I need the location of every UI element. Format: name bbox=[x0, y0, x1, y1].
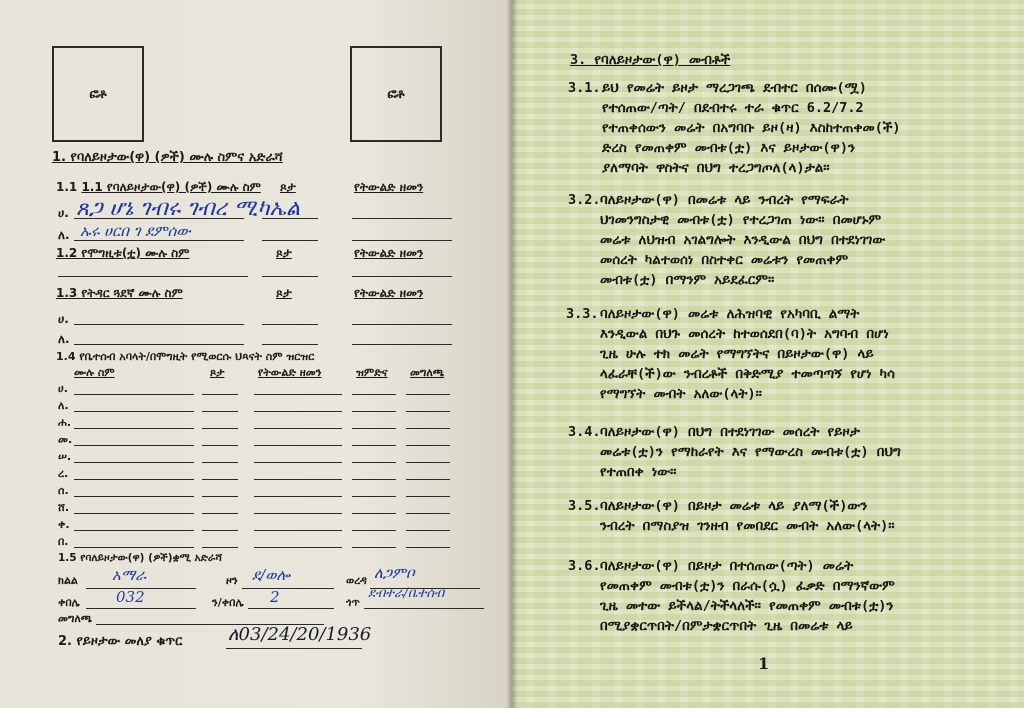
family-field-line bbox=[352, 394, 396, 395]
section-number: 1.1 bbox=[56, 180, 82, 194]
family-field-line bbox=[202, 513, 238, 514]
family-field-line bbox=[254, 445, 342, 446]
family-field-line bbox=[202, 547, 238, 548]
address-woreda-label: ወረዳ bbox=[346, 574, 367, 587]
col-sex: ጾታ bbox=[276, 286, 292, 300]
section-1-2-label: 1.2 የሞግዚቱ(ቷ) ሙሉ ስም bbox=[56, 246, 190, 260]
section-2-title: 2. የይዞታው መለያ ቁጥር bbox=[58, 634, 183, 649]
family-row-label: መ. bbox=[58, 433, 73, 446]
family-row-label: በ. bbox=[58, 535, 69, 548]
row-label: ሀ. bbox=[58, 206, 69, 220]
family-field-line bbox=[74, 394, 194, 395]
section-3-1-text: ይህ የመሬት ይዞታ ማረጋገጫ ደብተር በሰሙ(ሟ) የተሰጠው/ጣት/ በደብተሩ ተራ ቁጥር 6.2/7.2 የተጠቀሰውን መሬት በአግባቡ ይዞ(ዛ) እስከተጠቀመ(ች) ድረስ የመጠቀም መብቱ(ቷ) እና ይዞታው(ዋ)ን ያለማባት ዋስትና በህግ ተረጋግጦለ(ላ)ታል። bbox=[602, 80, 901, 176]
field-line bbox=[74, 324, 244, 325]
family-row-label: ቀ. bbox=[58, 518, 70, 531]
section-3-2-text: ባለይዞታው(ዋ) በመሬቱ ላይ ንብረት የማፍራት ህገመንግስታዊ መብቱ(ቷ) የተረጋገጠ ነው። በመሆኑም መሬቱ ለህዝብ አገልግሎት እንዲውል በህግ በተደነገገው መሰረት ካልተወሰነ በስተቀር መሬቱን የመጠቀም መብቱ(ቷ) በማንም አይደፈርም። bbox=[600, 192, 886, 288]
field-line bbox=[74, 240, 244, 241]
photo-label: ፎቶ bbox=[387, 86, 405, 102]
family-field-line bbox=[254, 462, 342, 463]
family-field-line bbox=[74, 411, 194, 412]
row-label: ለ. bbox=[58, 332, 70, 346]
col-sex: ጾታ bbox=[280, 180, 296, 194]
section-1-1-label: 1.1 የባለይዞታው(ዋ) (ዎች) ሙሉ ስም bbox=[81, 180, 261, 194]
family-field-line bbox=[254, 394, 342, 395]
handwritten-holder-name-2: ኡሩ ሀርበ ገ ደምሰው bbox=[80, 222, 191, 240]
col-birth-year: የትውልድ ዘመን bbox=[354, 180, 424, 194]
section-3-4-number: 3.4. bbox=[568, 424, 601, 440]
family-field-line bbox=[254, 513, 342, 514]
section-3-6-number: 3.6. bbox=[568, 558, 601, 574]
section-3-5-number: 3.5. bbox=[568, 498, 601, 514]
address-village-label: ጎጥ bbox=[346, 596, 360, 609]
family-field-line bbox=[74, 479, 194, 480]
col-birth-year: የትውልድ ዘመን bbox=[258, 366, 322, 379]
family-field-line bbox=[202, 428, 238, 429]
family-field-line bbox=[202, 411, 238, 412]
family-field-line bbox=[406, 547, 450, 548]
family-field-line bbox=[352, 445, 396, 446]
section-3-6-text: ባለይዞታው(ዋ) በይዞታ በተሰጠው(ጣት) መሬት የመጠቀም መብቱ(ቷ)ን በራሱ(ሷ) ፈቃድ በማንኛውም ጊዜ መተው ይችላል/ትችላለች። የመጠቀም መብቱ(ቷ)ን በሚያቋርጥበት/በምታቋርጥበት ጊዜ በመሬቱ ላይ bbox=[600, 558, 895, 634]
field-line bbox=[364, 608, 484, 609]
handwritten-kebele: 032 bbox=[116, 588, 145, 606]
col-birth-year: የትውልድ ዘመን bbox=[354, 246, 424, 260]
handwritten-sub-kebele: 2 bbox=[270, 588, 280, 606]
family-field-line bbox=[74, 496, 194, 497]
section-1-title: 1. የባለይዞታው(ዋ) (ዎች) ሙሉ ስምና አድራሻ bbox=[52, 150, 283, 165]
field-line bbox=[58, 276, 248, 277]
field-line bbox=[262, 276, 318, 277]
family-field-line bbox=[202, 530, 238, 531]
section-1-2-title bbox=[56, 246, 189, 261]
family-field-line bbox=[74, 445, 194, 446]
family-field-line bbox=[406, 394, 450, 395]
family-row-label: ሸ. bbox=[58, 501, 70, 514]
section-1-3-title bbox=[56, 286, 183, 301]
family-field-line bbox=[74, 428, 194, 429]
row-label: ሀ. bbox=[58, 312, 69, 326]
col-relation: ዝምድና bbox=[356, 366, 388, 379]
family-field-line bbox=[352, 462, 396, 463]
family-field-line bbox=[352, 411, 396, 412]
section-1-3-label: 1.3 የትዳር ጓደኛ ሙሉ ስም bbox=[56, 286, 183, 300]
family-field-line bbox=[74, 462, 194, 463]
field-line bbox=[352, 276, 452, 277]
handwritten-parcel-number: ለ03/24/20/1936 bbox=[228, 624, 372, 645]
col-full-name: ሙሉ ስም bbox=[74, 366, 115, 379]
family-field-line bbox=[352, 428, 396, 429]
row-label: ለ. bbox=[58, 228, 70, 242]
family-field-line bbox=[352, 547, 396, 548]
field-line bbox=[352, 240, 452, 241]
section-3-3-text: ባለይዞታው(ዋ) መሬቱ ለሕዝባዊ የአካባቢ ልማት እንዲውል በህጉ መሰረት ከተወሰደበ(ባ)ት አግባብ በሆነ ጊዜ ሁሉ ተክ መሬት የማግኘትና በይዞታው(ዋ) ላይ ላፈራቸ(ች)ው ንብረቶች በቅድሚያ ተመጣጣኝ የሆነ ካሳ የማግኘት መብት አለው(ላት)። bbox=[600, 306, 895, 402]
family-row-label: ለ. bbox=[58, 399, 69, 412]
family-row-label: ሰ. bbox=[58, 484, 69, 497]
section-3-1-number: 3.1. bbox=[568, 80, 601, 96]
family-field-line bbox=[406, 530, 450, 531]
field-line bbox=[226, 648, 362, 649]
address-region-label: ክልል bbox=[58, 574, 78, 587]
page-number: 1 bbox=[758, 654, 770, 673]
family-field-line bbox=[406, 411, 450, 412]
field-line bbox=[352, 324, 452, 325]
right-page bbox=[512, 0, 1024, 708]
field-line bbox=[74, 344, 244, 345]
handwritten-woreda: ለጋምቦ bbox=[374, 564, 415, 582]
family-field-line bbox=[202, 462, 238, 463]
section-1-1-title bbox=[56, 180, 261, 195]
field-line bbox=[86, 608, 196, 609]
field-line bbox=[352, 344, 452, 345]
family-field-line bbox=[406, 496, 450, 497]
family-row-label: ሠ. bbox=[58, 450, 72, 463]
family-field-line bbox=[254, 530, 342, 531]
col-sex: ጾታ bbox=[276, 246, 292, 260]
field-line bbox=[262, 344, 318, 345]
family-field-line bbox=[254, 496, 342, 497]
field-line bbox=[352, 218, 452, 219]
family-field-line bbox=[202, 479, 238, 480]
family-field-line bbox=[254, 479, 342, 480]
family-field-line bbox=[352, 496, 396, 497]
address-zone-label: ዞን bbox=[226, 574, 238, 587]
family-row-label: ሐ. bbox=[58, 416, 72, 429]
book-spine bbox=[506, 0, 518, 708]
address-remark-label: መግለጫ bbox=[58, 612, 93, 625]
handwritten-zone: ደ/ወሎ bbox=[252, 566, 290, 584]
col-remark: መግለጫ bbox=[410, 366, 445, 379]
field-line bbox=[262, 240, 318, 241]
family-row-label: ረ. bbox=[58, 467, 69, 480]
field-line bbox=[248, 608, 334, 609]
photo-box-1 bbox=[52, 46, 144, 142]
family-field-line bbox=[202, 445, 238, 446]
family-field-line bbox=[352, 530, 396, 531]
family-field-line bbox=[254, 411, 342, 412]
handwritten-village: ደብተራ/ቤተሰብ bbox=[368, 586, 445, 601]
family-field-line bbox=[74, 530, 194, 531]
address-sub-kebele-label: ን/ቀበሌ bbox=[212, 596, 244, 609]
photo-box-2 bbox=[350, 46, 442, 142]
handwritten-holder-name-1: ጸጋ ሆኔ ገብሩ ገብረ ሚካኤል bbox=[76, 196, 301, 221]
family-field-line bbox=[406, 428, 450, 429]
handwritten-region: አማራ bbox=[112, 566, 147, 584]
family-field-line bbox=[202, 394, 238, 395]
photo-label: ፎቶ bbox=[89, 86, 107, 102]
family-field-line bbox=[406, 462, 450, 463]
address-kebele-label: ቀበሌ bbox=[58, 596, 80, 609]
section-3-4-text: ባለይዞታው(ዋ) በህግ በተደነገገው መሰረት የይዞታ መሬቱ(ቷ)ን የማከራየት እና የማውረስ መብቱ(ቷ) በህግ የተጠበቀ ነው። bbox=[600, 424, 901, 480]
field-line bbox=[262, 324, 318, 325]
family-field-line bbox=[74, 547, 194, 548]
family-field-line bbox=[406, 445, 450, 446]
family-field-line bbox=[254, 547, 342, 548]
family-field-line bbox=[74, 513, 194, 514]
section-3-2-number: 3.2. bbox=[568, 192, 601, 208]
family-field-line bbox=[406, 513, 450, 514]
family-row-label: ሀ. bbox=[58, 382, 68, 395]
section-3-title: 3. የባለይዞታው(ዋ) መብቶች bbox=[570, 52, 731, 68]
field-line bbox=[242, 588, 334, 589]
section-3-5-text: ባለይዞታው(ዋ) በይዞታ መሬቱ ላይ ያለማ(ች)ውን ንብረት በማስያዝ ገንዘብ የመበደር መብት አለው(ላት)። bbox=[600, 498, 895, 534]
section-1-4-title: 1.4 የቤተሰብ አባላት/በሞግዚት የሚወርሱ ህጻናት ስም ዝርዝር bbox=[56, 350, 315, 363]
section-3-3-number: 3.3. bbox=[566, 306, 599, 322]
section-1-5-title: 1.5 የባለይዞታው(ዋ) (ዎች)ቋሚ አድራሻ bbox=[58, 552, 223, 564]
family-field-line bbox=[406, 479, 450, 480]
family-field-line bbox=[352, 513, 396, 514]
col-sex: ጾታ bbox=[210, 366, 225, 379]
family-field-line bbox=[202, 496, 238, 497]
family-field-line bbox=[254, 428, 342, 429]
col-birth-year: የትውልድ ዘመን bbox=[354, 286, 424, 300]
family-field-line bbox=[352, 479, 396, 480]
